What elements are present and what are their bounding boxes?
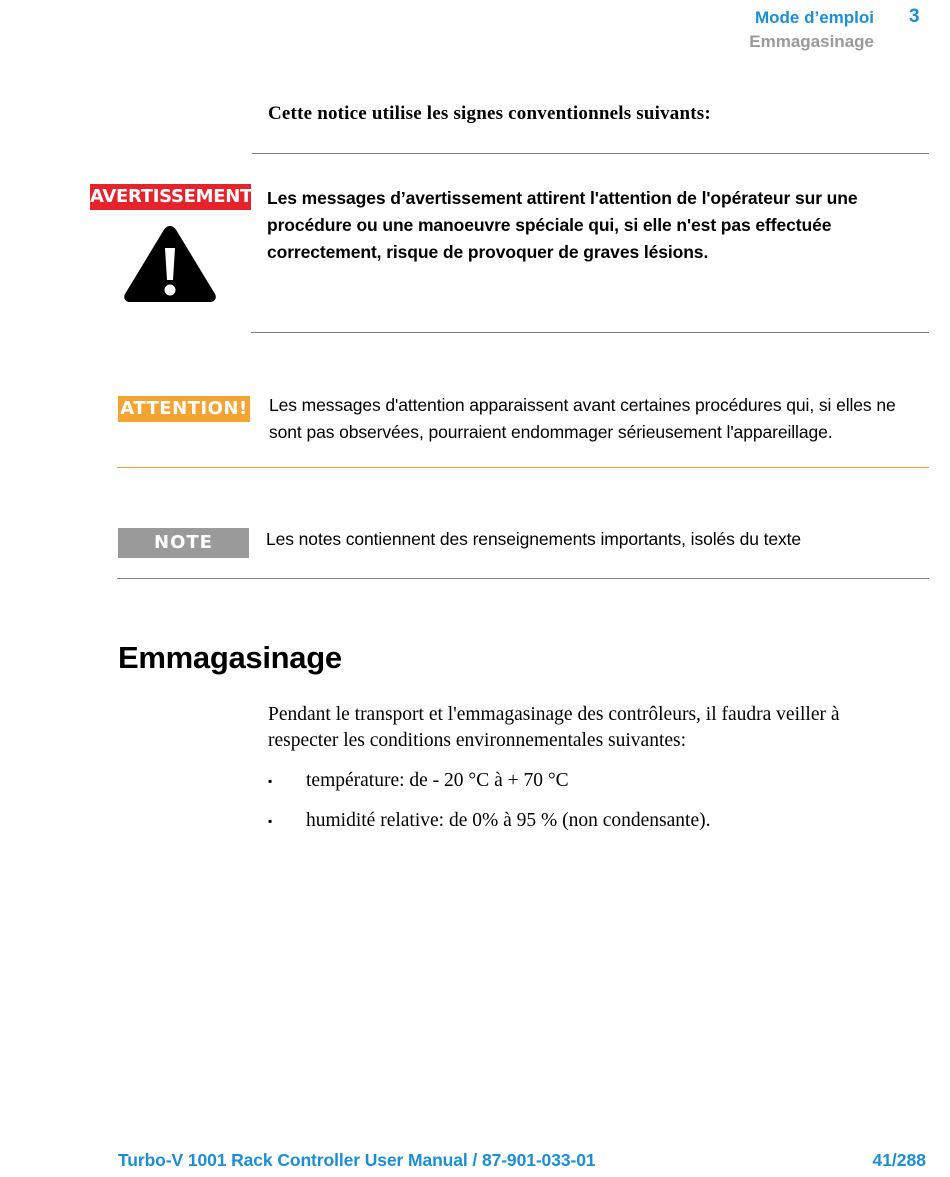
header-chapter-title: Mode d’emploi	[755, 8, 874, 27]
warning-message: Les messages d’avertissement attirent l'attention de l'opérateur sur une procédure ou une manoeuvre spéciale qui, si elle n'est pas effectuée correctement, risque de provoquer de graves lésions.	[267, 188, 858, 262]
footer-manual-title: Turbo-V 1001 Rack Controller User Manual / 87-901-033-01	[118, 1150, 596, 1170]
storage-paragraph: Pendant le transport et l'emmagasinage des contrôleurs, il faudra veiller à respecter les conditions environnementales suivantes:	[268, 704, 840, 751]
intro-text: Cette notice utilise les signes conventionnels suivants:	[268, 103, 711, 124]
bullet-icon: ▪	[268, 774, 273, 788]
attention-badge: ATTENTION!	[118, 396, 250, 422]
list-item-text: humidité relative: de 0% à 95 % (non condensante).	[306, 810, 711, 831]
section-heading: Emmagasinage	[118, 640, 342, 675]
footer-page-number: 41/288	[872, 1150, 926, 1170]
warning-triangle-icon	[121, 222, 219, 304]
note-message: Les notes contiennent des renseignements importants, isolés du texte	[266, 529, 802, 549]
divider	[251, 332, 929, 333]
attention-message: Les messages d'attention apparaissent avant certaines procédures qui, si elles ne sont pas observées, pourraient endommager sérieusement l'appareillage.	[269, 395, 896, 442]
divider	[117, 578, 929, 579]
header-section-title: Emmagasinage	[749, 32, 874, 51]
note-badge: NOTE	[118, 528, 249, 558]
list-item-text: température: de - 20 °C à + 70 °C	[306, 770, 569, 791]
divider	[117, 467, 929, 468]
header-chapter-number: 3	[909, 6, 920, 27]
warning-badge: AVERTISSEMENT!	[90, 184, 251, 210]
divider	[252, 153, 929, 154]
bullet-icon: ▪	[268, 814, 273, 828]
